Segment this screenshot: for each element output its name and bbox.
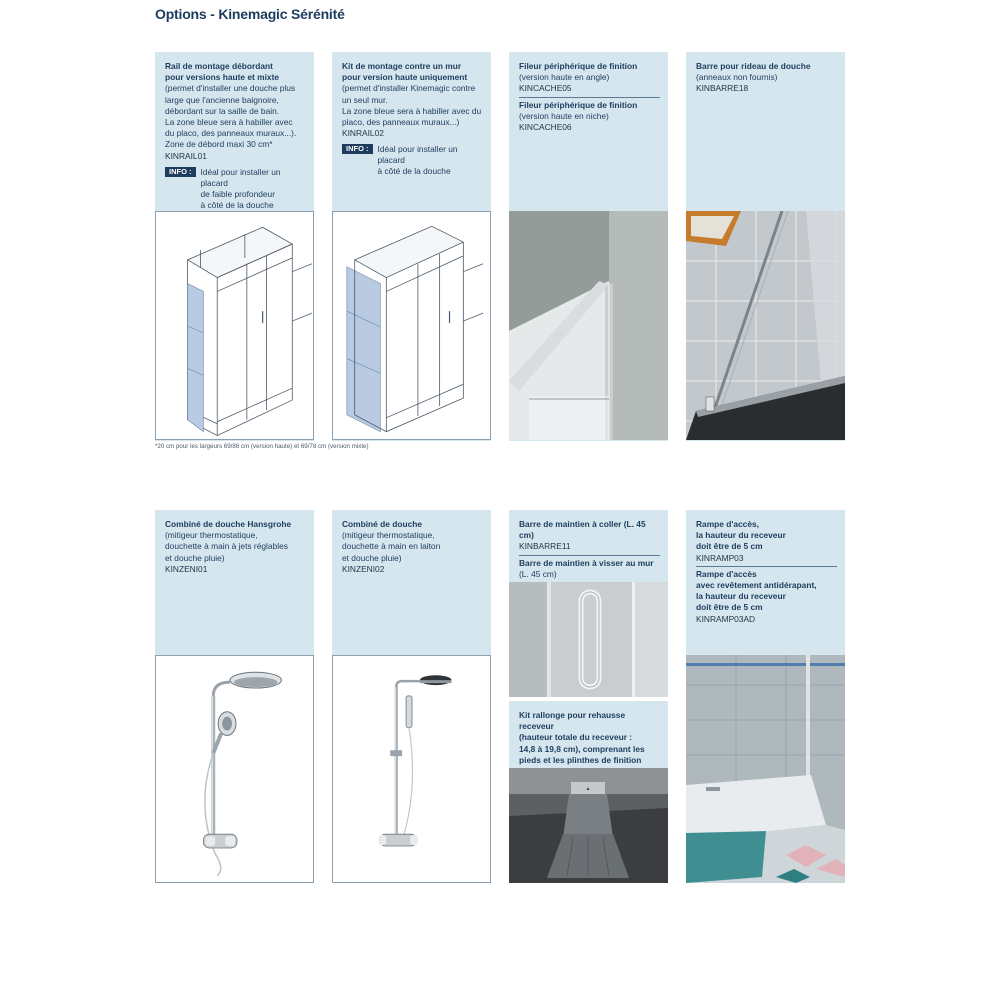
card-text — [342, 519, 483, 575]
product-reference: KINRAIL02 — [342, 128, 384, 139]
card-title-line: la hauteur du receveur — [696, 530, 786, 541]
card-text — [696, 61, 837, 95]
info-line: Idéal pour installer un placard — [377, 144, 458, 166]
shower-corner-photo — [509, 211, 668, 440]
shower-column-drawing — [333, 656, 490, 882]
card-desc-line: La zone bleue sera à habiller avec du — [342, 105, 482, 116]
card-desc-line: et douche pluie) — [165, 552, 225, 563]
card-text — [165, 61, 306, 211]
card-title: Barre de maintien à visser au mur — [519, 557, 654, 568]
card-desc-line: Zone de débord maxi 30 cm* — [165, 139, 273, 150]
card-desc: (version haute en angle) — [519, 72, 610, 83]
product-reference: KINRAIL01 — [165, 150, 207, 161]
shower-column-drawing — [156, 656, 313, 882]
card-text — [519, 519, 660, 591]
card-desc-line: (permet d'installer une douche plus — [165, 83, 296, 94]
card-desc-line: un seul mur. — [342, 94, 388, 105]
card-desc: (version haute en niche) — [519, 110, 609, 121]
kit-rallonge-photo — [509, 768, 668, 883]
card-title-line: Rail de montage débordant — [165, 61, 273, 71]
card-title: Combiné de douche Hansgrohe — [165, 519, 292, 529]
card-title: Fileur périphérique de finition — [519, 61, 638, 71]
product-reference: KINZENI02 — [342, 563, 385, 574]
card-title-line: Kit de montage contre un mur — [342, 61, 462, 71]
card-title-line: (hauteur totale du receveur : — [519, 732, 633, 743]
card-desc-line: (permet d'installer Kinemagic contre — [342, 83, 476, 94]
product-reference: KINZENI01 — [165, 563, 208, 574]
card-title: Fileur périphérique de finition — [519, 99, 638, 110]
access-ramp-photo — [686, 655, 845, 883]
card-title-line: doit être de 5 cm — [696, 541, 763, 552]
footnote: *20 cm pour les largeurs 69/86 cm (version haute) et 69/78 cm (version mixte) — [155, 443, 369, 450]
card-title-line: avec revêtement antidérapant, — [696, 580, 817, 591]
card-text — [696, 519, 837, 625]
product-reference: KINBARRE18 — [696, 83, 749, 94]
card-title-line: Rampe d'accès — [696, 568, 757, 579]
card-title-line: doit être de 5 cm — [696, 602, 763, 613]
card-title: Barre pour rideau de douche — [696, 61, 811, 71]
barre-maintien-photo — [509, 582, 668, 697]
product-reference: KINCACHE06 — [519, 122, 572, 133]
card-title-line: pour version haute uniquement — [342, 72, 468, 83]
product-reference: KINRAMP03AD — [696, 613, 756, 624]
card-desc: (anneaux non fournis) — [696, 72, 778, 83]
info-badge: INFO : — [165, 167, 196, 177]
item-divider — [696, 566, 837, 567]
combine-illustration — [332, 655, 491, 883]
combine-hansgrohe-illustration — [155, 655, 314, 883]
card-desc: (L. 45 cm) — [519, 568, 557, 579]
barre-rideau-photo — [686, 211, 845, 440]
fileur-photo — [509, 211, 668, 440]
shower-enclosure-drawing — [333, 212, 490, 439]
card-desc-line: et douche pluie) — [342, 552, 402, 563]
product-reference: KINBARRE11 — [519, 541, 571, 552]
card-desc-line: La zone bleue sera à habiller avec — [165, 117, 293, 128]
info-line: à côté de la douche — [200, 199, 274, 210]
card-title: Barre de maintien à coller (L. 45 cm) — [519, 519, 646, 541]
info-note — [165, 167, 306, 211]
card-title-line: pour versions haute et mixte — [165, 72, 280, 83]
info-badge: INFO : — [342, 144, 373, 154]
item-divider — [519, 555, 660, 556]
card-title-line: Rampe d'accès, — [696, 519, 759, 529]
info-line: de faible profondeur — [200, 188, 275, 199]
product-reference: KINRAMP03 — [696, 552, 744, 563]
rampe-photo — [686, 655, 845, 883]
card-text — [165, 519, 306, 575]
card-text — [519, 61, 660, 133]
info-line: à côté de la douche — [377, 166, 451, 177]
card-desc-line: du placo, des panneaux muraux...). — [165, 128, 297, 139]
rail-debordant-illustration — [155, 211, 314, 440]
page-title: Options - Kinemagic Sérénité — [155, 6, 345, 22]
card-title: Combiné de douche — [342, 519, 423, 529]
info-line: Idéal pour installer un placard — [200, 166, 281, 188]
card-desc-line: (mitigeur thermostatique, — [342, 530, 435, 541]
card-desc-line: (mitigeur thermostatique, — [165, 530, 258, 541]
card-title-line: Kit rallonge pour rehausse receveur — [519, 710, 626, 732]
info-note — [342, 144, 483, 177]
card-title-line: la hauteur du receveur — [696, 591, 786, 602]
svg-text:▲: ▲ — [585, 786, 591, 792]
grab-bar-photo — [509, 582, 668, 697]
card-desc-line: douchette à main en laiton — [342, 541, 441, 552]
info-text — [378, 144, 484, 177]
item-divider — [519, 97, 660, 98]
card-desc-line: placo, des panneaux muraux...) — [342, 117, 460, 128]
card-text — [342, 61, 483, 177]
info-text — [201, 167, 307, 211]
card-title-line: 14,8 à 19,8 cm), comprenant les — [519, 743, 645, 754]
curtain-rod-photo — [686, 211, 845, 440]
card-desc-line: débordant sur la saille de bain. — [165, 105, 280, 116]
card-title-line: pieds et les plinthes de finition — [519, 754, 642, 765]
card-desc-line: douchette à main à jets réglables — [165, 541, 288, 552]
shower-enclosure-drawing — [156, 212, 313, 439]
card-desc-line: large que l'ancienne baignoire, — [165, 94, 279, 105]
product-reference: KINCACHE05 — [519, 83, 572, 94]
adjustable-foot-photo — [509, 768, 668, 883]
kit-mur-illustration — [332, 211, 491, 440]
